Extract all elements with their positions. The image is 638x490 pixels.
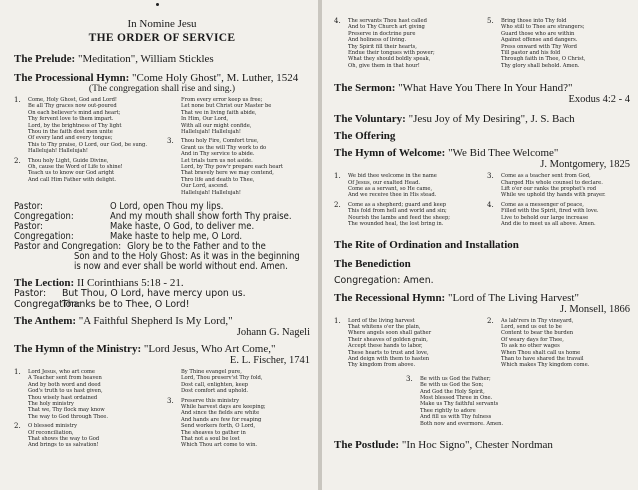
response-line: [14, 262, 310, 272]
page-title: THE ORDER OF SERVICE: [88, 32, 236, 44]
verse-line: Preserve this ministry: [181, 397, 240, 404]
hymn-verse: [14, 97, 157, 155]
sermon: The Sermon: "What Have You There In Your Hand?": [334, 82, 573, 95]
speaker: Congregation:: [14, 298, 81, 310]
verse-line: The holy ministry: [28, 400, 74, 407]
verse-line: Thy glory shall behold. Amen.: [501, 62, 580, 69]
response-text: But Thou, O Lord, have mercy upon us.: [62, 288, 246, 300]
verse-line: Their sheaves of golden grain,: [348, 336, 428, 343]
processional-note: (The congregation shall rise and sing.): [88, 84, 236, 94]
verse-number: 1.: [334, 316, 341, 325]
processional-verses: [14, 97, 310, 199]
verse-number: 4.: [487, 200, 494, 209]
response-line: [14, 300, 310, 310]
verse-line: Hallelujah! Hallelujah!: [181, 129, 241, 136]
verse-line: And since the fields are white: [181, 410, 260, 417]
hymn-verse: [167, 97, 310, 135]
ministry-hymn: The Hymn of the Ministry: "Lord Jesus, Who Art Come,": [14, 342, 276, 355]
hymn-verse: [334, 202, 477, 228]
verse-line: That not a soul be lost: [181, 435, 240, 442]
ministry-verses: [14, 369, 310, 452]
recessional-author: J. Monsell, 1866: [559, 303, 630, 315]
voluntary: The Voluntary: "Jesu Joy of My Desiring", J. S. Bach: [334, 113, 575, 126]
response-text: Thanks be to Thee, O Lord!: [62, 298, 190, 310]
ministry-author: E. L. Fischer, 1741: [229, 354, 310, 366]
verse-line: Thy kingdom from above.: [348, 362, 416, 369]
verse-line: Thy fervent love to them impart.: [28, 116, 114, 123]
verse-line: Thee rightly to adore: [420, 407, 476, 414]
verse-line: Thou in the faith dost men unite: [28, 129, 113, 136]
verse-line: Lift o'er our ranks the prophet's rod: [501, 186, 597, 193]
speaker: Congregation:: [14, 211, 74, 223]
verse-number: 2.: [487, 316, 494, 325]
congregation-amen: Congregation: Amen.: [334, 274, 434, 286]
verse-line: Thou holy Light, Guide Divine,: [28, 157, 109, 164]
verse-line: And we receive thee in His stead.: [348, 192, 437, 199]
verse-line: That bravely here we may contend,: [181, 170, 274, 177]
responsive-reading: [14, 202, 310, 272]
verse-line: And in Thy service to abide.: [181, 151, 255, 158]
verse-line: Live to behold our large increase: [501, 214, 589, 221]
verse-number: 1.: [334, 172, 341, 181]
verse-line: And God the Holy Spirit,: [420, 388, 485, 395]
verse-line: And call Him Father with delight.: [28, 176, 117, 183]
verse-line: Come, Holy Ghost, God and Lord!: [28, 97, 118, 103]
verse-number: [167, 369, 181, 395]
verse-line: This to Thy praise, O Lord, our God, be sung.: [28, 141, 147, 148]
verse-line: O blessed ministry: [28, 423, 78, 430]
verse-line: Teach us to know our God aright: [28, 170, 115, 177]
verse-line: Lord, by the brightness of Thy light: [28, 122, 122, 129]
verse-number: 3.: [406, 374, 413, 383]
verse-line: Lord, Thou preserv'st Thy fold,: [181, 375, 263, 382]
verse-line: And deign with them to hasten: [348, 355, 430, 362]
verse-line: Grant us the will Thy work to do: [181, 144, 267, 151]
verse-line: Content to bear the burden: [501, 330, 574, 337]
verse-number: 4.: [334, 17, 341, 25]
verse-number: 2.: [14, 422, 21, 431]
response-text: O Lord, open Thou my lips.: [110, 201, 224, 213]
verse-line: Lord of the living harvest: [348, 317, 415, 324]
verse-line: Bring those into Thy fold: [501, 18, 567, 24]
recessional-hymn: The Recessional Hymn: "Lord of The Living Harvest": [334, 291, 579, 304]
verse-line: The wounded heal, the lost bring in.: [348, 221, 444, 228]
verse-line: And die to meet us all above. Amen.: [501, 221, 596, 228]
binding-dot: [156, 3, 159, 6]
verse-line: By Thine evangel pure,: [181, 368, 242, 375]
verse-line: Both now and evermore. Amen.: [420, 420, 504, 427]
lection-responses: [14, 289, 310, 310]
verse-line: Lord, by Thy pow'r prepare each heart: [181, 164, 283, 171]
offering: The Offering: [334, 130, 396, 143]
hymn-verse: [167, 138, 310, 196]
hymn-verse: [334, 318, 477, 369]
verse-line: Be with us God the Son;: [420, 382, 484, 389]
hymn-verse: [487, 318, 630, 369]
verse-line: That shows the way to God: [28, 435, 100, 442]
verse-line: Oh, give them in that hour!: [348, 62, 420, 69]
response-text: is now and ever shall be world without end. Amen.: [74, 261, 288, 273]
verse-line: These hearts to trust and love,: [348, 349, 429, 356]
verse-line: Filled with the Spirit, fired with love.: [501, 208, 599, 215]
lection: The Lection: II Corinthians 5:18 - 21.: [14, 277, 184, 290]
verse-line: Oh, cause the Word of Life to shine!: [28, 164, 123, 171]
hymn-verse: [14, 158, 157, 184]
anthem-author: Johann G. Nageli: [236, 326, 310, 338]
verse-line: Of reconciliation,: [28, 429, 74, 436]
welcome-author: J. Montgomery, 1825: [540, 159, 630, 171]
verse-line: The way to God through Thee.: [28, 413, 108, 420]
recessional-verses: [334, 318, 630, 372]
verse-line: Make us Thy faithful servants: [420, 401, 499, 408]
verse-line: That whitens o'er the plain,: [348, 323, 421, 330]
response-text: Son and to the Holy Ghost: As it was in the beginning: [74, 251, 300, 263]
verse-line: With all our might confide,: [181, 122, 252, 129]
verse-line: Lord Jesus, who art come: [28, 368, 96, 375]
verse-line: On each believer's mind and heart;: [28, 109, 121, 116]
verse-line: And by both word and deed: [28, 381, 101, 388]
verse-line: We bid thee welcome in the name: [348, 173, 437, 180]
hymn-verse: [487, 202, 630, 228]
verse-line: That we in living faith abide,: [181, 109, 257, 116]
verse-line: From every error keep us free;: [181, 97, 263, 103]
verse-line: Press onward with Thy Word: [501, 43, 577, 50]
hymn-verse: [167, 398, 310, 449]
verse-line: Who still to Thee are strangers;: [501, 24, 585, 31]
verse-line: Let none but Christ our Master be: [181, 103, 272, 110]
verse-line: Through faith in Thee, O Christ,: [501, 56, 586, 63]
speaker: Pastor:: [14, 221, 43, 233]
verse-number: 1.: [14, 367, 21, 376]
response-text: Glory be to the Father and to the: [127, 241, 266, 253]
verse-line: Thou wisely hast ordained: [28, 394, 98, 401]
verse-line: Of weary days for Thee,: [501, 336, 564, 343]
verse-line: A Teacher sent from heaven: [28, 375, 102, 382]
verse-line: Than to have shared the travail: [501, 355, 584, 362]
response-line: [14, 289, 310, 299]
welcome-hymn: The Hymn of Welcome: "We Bid Thee Welcome": [334, 147, 559, 160]
verse-line: Send workers forth, O Lord,: [181, 423, 256, 430]
processional-hymn: The Processional Hymn: "Come Holy Ghost", M. Luther, 1524: [14, 72, 299, 84]
verse-line: Of every land and every tongue;: [28, 135, 113, 142]
verse-line: Guard those who are within: [501, 30, 575, 37]
hymn-verse: [334, 173, 477, 199]
verse-line: Accept these hands to labor,: [348, 343, 423, 350]
hymn-verse: [487, 18, 630, 69]
verse-line: Which Thou art come to win.: [181, 442, 258, 449]
verse-line: Thy Spirit fill their hearts,: [348, 43, 417, 50]
verse-line: And brings to us salvation!: [28, 442, 99, 449]
verse-line: Against offense and dangers.: [501, 37, 578, 44]
verse-line: Thro life and death to Thee,: [181, 176, 255, 183]
verse-line: This fold from hell and world and sin;: [348, 208, 447, 215]
verse-line: The sheaves to gather in: [181, 429, 246, 436]
hymn-verse: [406, 376, 630, 427]
welcome-verses: [334, 173, 630, 230]
verse-number: 3.: [487, 172, 494, 181]
verse-line: Most blessed Three in One.: [420, 394, 493, 401]
verse-line: Come as a servant, so He came,: [348, 186, 433, 193]
verse-number: 1.: [14, 96, 21, 104]
verse-line: Nourish the lambs and feed the sheep;: [348, 214, 451, 221]
hymn-verse: [167, 369, 310, 395]
verse-line: Dost call, enlighten, keep: [181, 381, 249, 388]
verse-line: Preserve in doctrine pure: [348, 30, 416, 37]
prelude: The Prelude: "Meditation", William Stickles: [14, 53, 214, 65]
verse-line: What they should boldly speak,: [348, 56, 431, 63]
verse-line: Our Lord, ascend.: [181, 183, 229, 190]
verse-number: 3.: [167, 137, 174, 146]
verse-line: As lab'rers in Thy vineyard,: [501, 317, 574, 324]
verse-number: [167, 97, 181, 135]
postlude: The Postlude: "In Hoc Signo", Chester Nordman: [334, 439, 553, 451]
verse-number: 2.: [334, 200, 341, 209]
verse-line: Hallelujah! Hallelujah!: [28, 148, 88, 155]
anthem: The Anthem: "A Faithful Shepherd Is My Lord,": [14, 314, 233, 327]
rite-of-ordination: The Rite of Ordination and Installation: [334, 238, 519, 251]
verse-line: To ask no other wages: [501, 343, 560, 350]
verse-line: That we, Thy flock may know: [28, 407, 105, 414]
verse-line: Come as a messenger of peace,: [501, 201, 584, 208]
verse-line: Let trials turn us not aside.: [181, 157, 253, 164]
verse-line: Charged His whole counsel to declare.: [501, 179, 603, 186]
verse-line: And to Thy Church art giving: [348, 24, 425, 31]
hymn-verse: [334, 18, 477, 69]
speaker: Congregation:: [14, 231, 74, 243]
ministry-verses-continued: [334, 18, 630, 72]
verse-line: Thou holy Fire, Comfort true,: [181, 138, 259, 145]
verse-line: And holiness of living.: [348, 37, 407, 44]
response-text: Make haste to help me, O Lord.: [110, 231, 243, 243]
hymn-verse: [14, 369, 157, 420]
verse-line: Be with us God the Father;: [420, 375, 491, 382]
sermon-ref: Exodus 4:2 - 4: [568, 94, 630, 106]
left-page: [0, 0, 318, 490]
verse-line: God's truth to us hast given,: [28, 388, 103, 395]
verse-line: While we uphold thy hands with prayer.: [501, 192, 606, 199]
verse-line: Be all Thy graces now out-poured: [28, 103, 117, 110]
response-text: And my mouth shall show forth Thy praise.: [110, 211, 292, 223]
verse-line: Come as a teacher sent from God,: [501, 173, 591, 180]
response-text: Make haste, O God, to deliver me.: [110, 221, 255, 233]
verse-line: When Thou shalt call us home: [501, 349, 581, 356]
verse-line: Come as a shepherd; guard and keep: [348, 201, 447, 208]
verse-line: Endue their tongues with power;: [348, 50, 435, 57]
hymn-verse: [487, 173, 630, 199]
verse-line: Dost comfort and uphold.: [181, 388, 249, 395]
speaker: Pastor:: [14, 201, 43, 213]
right-page: [322, 0, 638, 490]
verse-line: In Him, Our Lord,: [181, 116, 229, 123]
verse-line: While harvest days are keeping;: [181, 403, 266, 410]
verse-line: The servants Thou hast called: [348, 18, 427, 24]
verse-line: And fill us with Thy fulness: [420, 414, 492, 421]
speaker: Pastor:: [14, 288, 47, 300]
verse-line: Of Jesus, our exalted Head.: [348, 179, 421, 186]
verse-line: Till pastor and his fold: [501, 50, 561, 57]
verse-number: 2.: [14, 156, 21, 165]
verse-line: Which makes Thy kingdom come.: [501, 362, 590, 369]
verse-number: 3.: [167, 396, 174, 405]
verse-line: And hands are few for reaping: [181, 416, 262, 423]
header-latin: In Nomine Jesu: [127, 18, 197, 30]
speaker: Pastor and Congregation:: [14, 241, 122, 253]
verse-line: Where angels soon shall gather: [348, 330, 432, 337]
verse-line: Lord, send us out to be: [501, 323, 562, 330]
verse-line: Hallelujah! Hallelujah!: [181, 189, 241, 196]
benediction: The Benediction: [334, 257, 411, 270]
verse-number: 5.: [487, 17, 494, 25]
recessional-verse-3: [334, 376, 630, 427]
hymn-verse: [14, 423, 157, 449]
